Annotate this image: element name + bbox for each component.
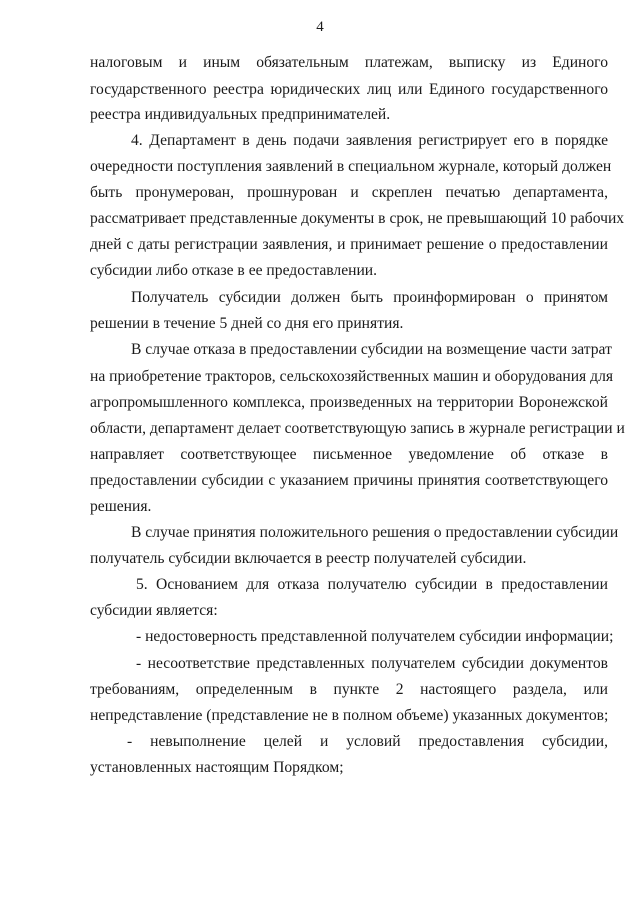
text-line: очередности поступления заявлений в специальном журнале, который должен bbox=[90, 158, 612, 175]
text-line: субсидии либо отказе в ее предоставлении. bbox=[90, 262, 378, 279]
text-line: решении в течение 5 дней со дня его принятия. bbox=[90, 315, 404, 332]
list-item: - недостоверность представленной получателем субсидии информации; bbox=[136, 628, 614, 645]
text-line: быть пронумерован, прошнурован и скреплен печатью департамента, bbox=[90, 184, 608, 201]
text-line: субсидии является: bbox=[90, 602, 218, 619]
list-item: - невыполнение целей и условий предоставления субсидии, bbox=[127, 733, 608, 750]
text-line: рассматривает представленные документы в срок, не превышающий 10 рабочих bbox=[90, 210, 625, 227]
text-line: непредставление (представление не в полном объеме) указанных документов; bbox=[90, 707, 609, 724]
text-line: 4. Департамент в день подачи заявления регистрирует его в порядке bbox=[131, 132, 608, 149]
text-line: на приобретение тракторов, сельскохозяйственных машин и оборудования для bbox=[90, 368, 614, 385]
text-line: реестра индивидуальных предпринимателей. bbox=[90, 106, 391, 123]
text-line: дней с даты регистрации заявления, и принимает решение о предоставлении bbox=[90, 236, 608, 253]
text-line: В случае отказа в предоставлении субсидии на возмещение части затрат bbox=[131, 341, 612, 358]
page-number: 4 bbox=[316, 19, 324, 35]
text-line: предоставлении субсидии с указанием причины принятия соответствующего bbox=[90, 472, 608, 489]
text-line: требованиям, определенным в пункте 2 настоящего раздела, или bbox=[90, 681, 608, 698]
text-line: 5. Основанием для отказа получателю субсидии в предоставлении bbox=[136, 576, 608, 593]
text-line: Получатель субсидии должен быть проинформирован о принятом bbox=[131, 289, 608, 306]
text-line: установленных настоящим Порядком; bbox=[90, 759, 344, 776]
text-line: государственного реестра юридических лиц или Единого государственного bbox=[90, 81, 608, 98]
text-line: налоговым и иным обязательным платежам, выписку из Единого bbox=[90, 54, 608, 71]
text-line: агропромышленного комплекса, произведенных на территории Воронежской bbox=[90, 394, 608, 411]
list-item: - несоответствие представленных получателем субсидии документов bbox=[136, 655, 608, 672]
text-line: области, департамент делает соответствующую запись в журнале регистрации и bbox=[90, 420, 625, 437]
text-line: получатель субсидии включается в реестр получателей субсидии. bbox=[90, 550, 527, 567]
text-line: направляет соответствующее письменное уведомление об отказе в bbox=[90, 446, 608, 463]
text-line: решения. bbox=[90, 498, 152, 515]
text-line: В случае принятия положительного решения о предоставлении субсидии bbox=[131, 524, 619, 541]
